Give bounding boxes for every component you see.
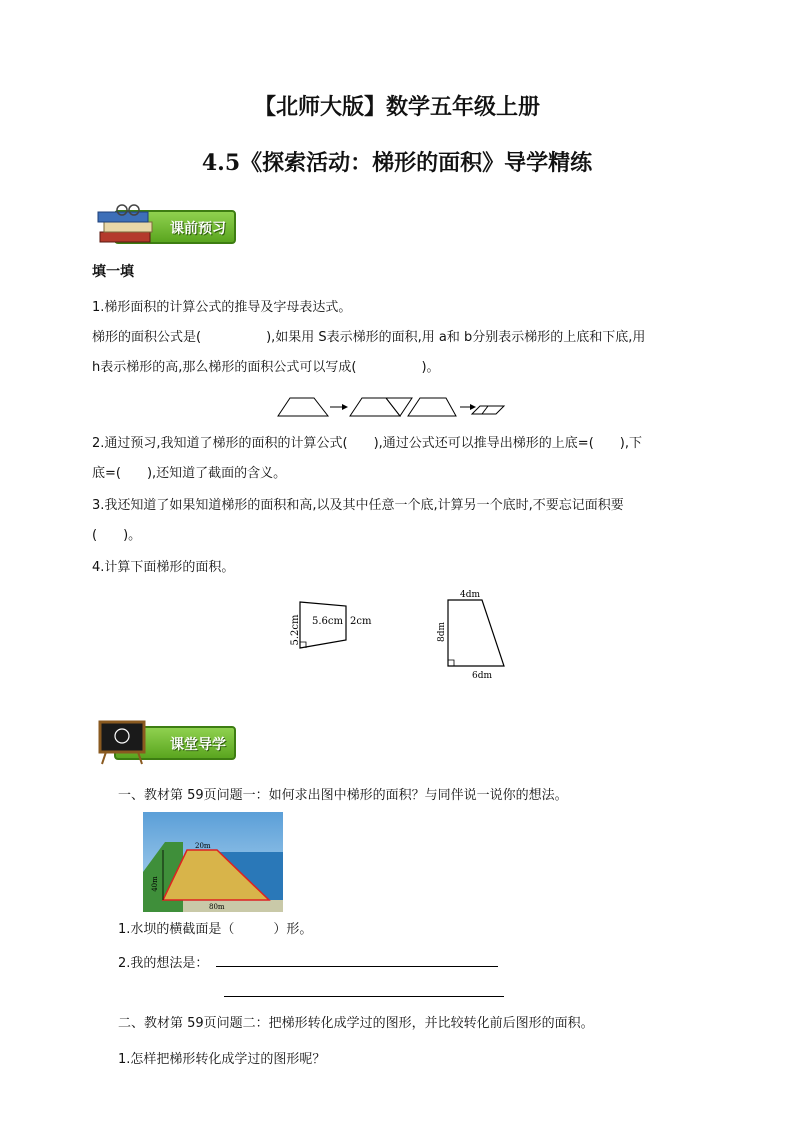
q3-line2: ( )。 — [92, 528, 142, 543]
trapezoid-figure-1 — [286, 596, 386, 656]
q1-line1: 1.梯形面积的计算公式的推导及字母表达式。 — [92, 300, 352, 315]
page-title: 【北师大版】数学五年级上册 — [253, 94, 540, 120]
section-badge-preview — [92, 202, 238, 250]
trapezoid-transform-diagram — [276, 394, 506, 420]
badge-label: 课前预习 — [170, 221, 226, 237]
section-heading: 填一填 — [92, 264, 134, 280]
fig2-left-label: 8dm — [437, 621, 447, 643]
section2-item2: 二、教材第 59页问题二：把梯形转化成学过的图形，并比较转化前后图形的面积。 — [118, 1016, 594, 1031]
q1-line3: h表示梯形的高,那么梯形的面积公式可以写成( )。 — [92, 360, 440, 375]
answer-line-2[interactable] — [224, 996, 504, 997]
dam-bottom-label: 80m — [209, 903, 225, 911]
trapezoid-figure-2 — [430, 588, 530, 682]
fig2-bottom-label: 6dm — [472, 671, 493, 681]
q1-line2: 梯形的面积公式是( ),如果用 S表示梯形的面积,用 a和 b分别表示梯形的上底和下底,用 — [92, 330, 646, 345]
fig1-middle-label: 5.6cm — [312, 616, 343, 627]
dam-top-label: 20m — [195, 842, 211, 850]
section2-q3: 1.怎样把梯形转化成学过的图形呢？ — [118, 1052, 326, 1067]
q2-line1: 2.通过预习,我知道了梯形的面积的计算公式( ),通过公式还可以推导出梯形的上底=( ),下 — [92, 436, 642, 451]
q3-line1: 3.我还知道了如果知道梯形的面积和高,以及其中任意一个底,计算另一个底时,不要忘记面积要 — [92, 498, 624, 513]
section2-q1: 1.水坝的横截面是（ ）形。 — [118, 922, 313, 937]
dam-height-label: 40m — [151, 876, 159, 892]
q4: 4.计算下面梯形的面积。 — [92, 560, 235, 575]
badge-label: 课堂导学 — [170, 737, 226, 753]
q2-line2: 底=( ),还知道了截面的含义。 — [92, 466, 287, 481]
fig1-left-label: 5.2cm — [290, 614, 301, 646]
books-icon — [92, 202, 162, 250]
section2-q2: 2.我的想法是： — [118, 956, 209, 971]
dam-illustration — [143, 812, 283, 912]
fig2-top-label: 4dm — [460, 590, 481, 600]
blackboard-icon — [94, 718, 154, 766]
section2-item1: 一、教材第 59页问题一：如何求出图中梯形的面积？与同伴说一说你的想法。 — [118, 788, 568, 803]
section-badge-classroom — [92, 718, 238, 766]
fig1-right-label: 2cm — [350, 616, 372, 627]
answer-line-1[interactable] — [216, 966, 498, 967]
page-subtitle: 4.5《探索活动：梯形的面积》导学精练 — [201, 150, 593, 176]
